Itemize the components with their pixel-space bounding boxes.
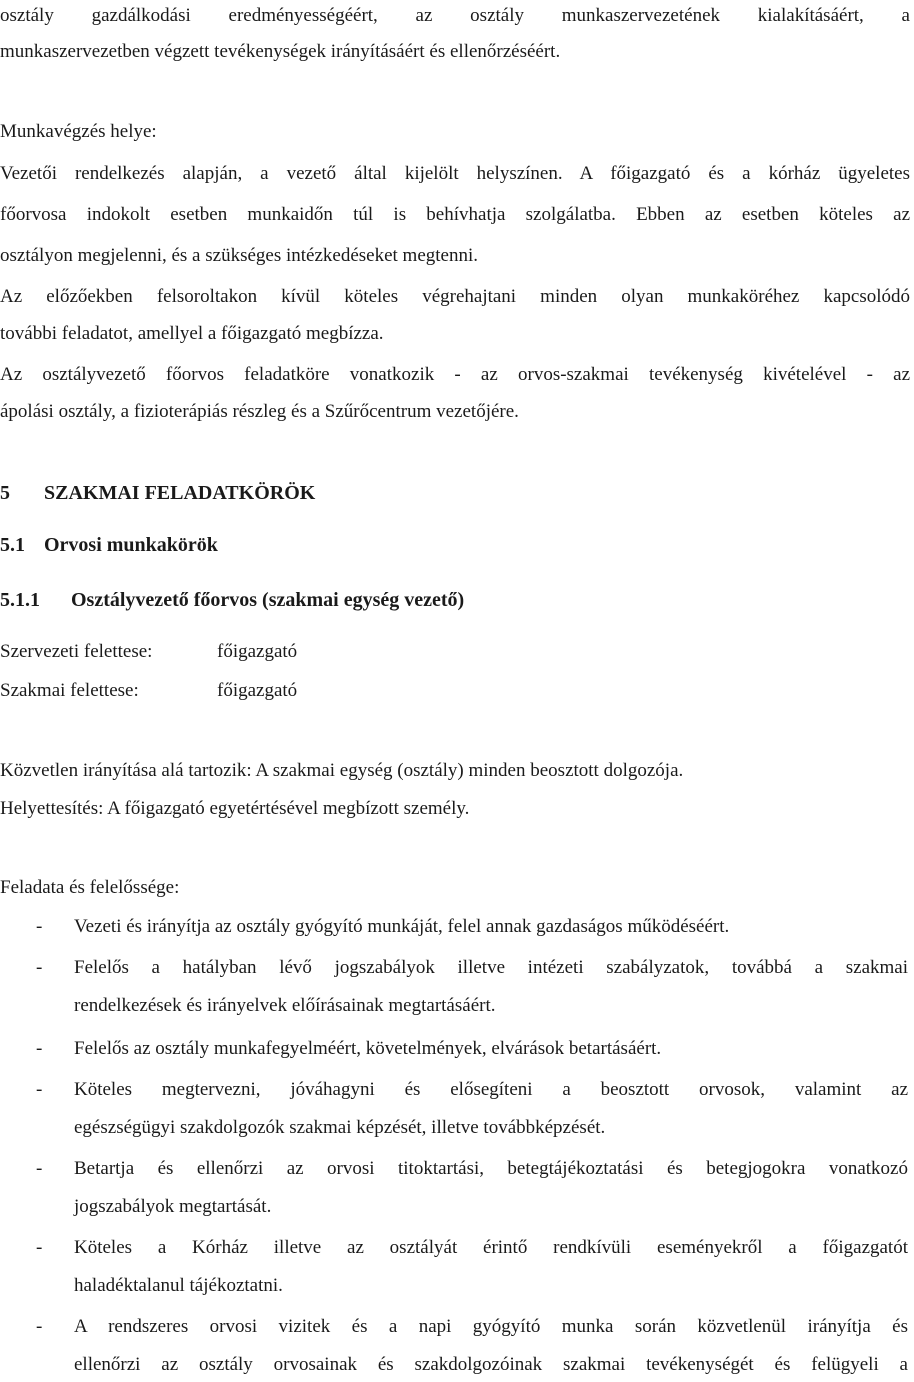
section-title: Orvosi munkakörök <box>44 534 218 556</box>
bullet-dash: - <box>36 916 43 937</box>
bullet-dash: - <box>36 1237 43 1258</box>
duty-line: Felelős az osztály munkafegyelméért, követelmények, elvárások betartásáért. <box>74 1038 662 1059</box>
org-superior-label: Szervezeti felettese: <box>0 641 153 662</box>
section-heading-5-1 <box>0 533 218 557</box>
bullet-dash: - <box>36 1079 43 1100</box>
duty-line: haladéktalanul tájékoztatni. <box>74 1275 283 1296</box>
workplace-label: Munkavégzés helye: <box>0 121 157 142</box>
section-number: 5.1 <box>0 534 25 556</box>
prof-superior-label: Szakmai felettese: <box>0 680 139 701</box>
duty-line: Betartja és ellenőrzi az orvosi titoktartási, betegtájékoztatási és betegjogokra vonatkozó <box>74 1158 908 1179</box>
duty-line: Köteles a Kórház illetve az osztályát érintő rendkívüli eseményekről a főigazgatót <box>74 1237 908 1258</box>
section-number: 5 <box>0 482 10 504</box>
section-heading-5 <box>0 481 316 505</box>
duty-line: Felelős a hatályban lévő jogszabályok illetve intézeti szabályzatok, továbbá a szakmai <box>74 957 908 978</box>
duties-label: Feladata és felelőssége: <box>0 877 180 898</box>
duty-line: egészségügyi szakdolgozók szakmai képzését, illetve továbbképzését. <box>74 1117 606 1138</box>
section-number: 5.1.1 <box>0 589 40 611</box>
bullet-dash: - <box>36 1316 43 1337</box>
subordinates-line: Közvetlen irányítása alá tartozik: A szakmai egység (osztály) minden beosztott dolgozója. <box>0 760 684 781</box>
paragraph-line: Vezetői rendelkezés alapján, a vezető által kijelölt helyszínen. A főigazgató és a kórház ügyeletes <box>0 163 910 184</box>
paragraph-line: Az osztályvezető főorvos feladatköre vonatkozik - az orvos-szakmai tevékenység kivételével - az <box>0 364 910 385</box>
bullet-dash: - <box>36 1038 43 1059</box>
section-title: Osztályvezető főorvos (szakmai egység vezető) <box>71 589 465 611</box>
prof-superior-value: főigazgató <box>217 680 298 701</box>
paragraph-line: további feladatot, amellyel a főigazgató megbízza. <box>0 323 384 344</box>
duty-line: Vezeti és irányítja az osztály gyógyító munkáját, felel annak gazdaságos működéséért. <box>74 916 730 937</box>
substitution-line: Helyettesítés: A főigazgató egyetértésével megbízott személy. <box>0 798 470 819</box>
org-superior-value: főigazgató <box>217 641 298 662</box>
bullet-dash: - <box>36 957 43 978</box>
section-title: SZAKMAI FELADATKÖRÖK <box>44 482 316 504</box>
paragraph-line: osztály gazdálkodási eredményességéért, az osztály munkaszervezetének kialakításáért, a <box>0 5 910 26</box>
paragraph-line: osztályon megjelenni, és a szükséges intézkedéseket megtenni. <box>0 245 479 266</box>
duty-line: rendelkezések és irányelvek előírásainak megtartásáért. <box>74 995 496 1016</box>
bullet-dash: - <box>36 1158 43 1179</box>
paragraph-line: munkaszervezetben végzett tevékenységek irányításáért és ellenőrzéséért. <box>0 41 561 62</box>
duty-line: jogszabályok megtartását. <box>74 1196 272 1217</box>
paragraph-line: Az előzőekben felsoroltakon kívül köteles végrehajtani minden olyan munkaköréhez kapcsolódó <box>0 286 910 307</box>
duty-line: Köteles megtervezni, jóváhagyni és elősegíteni a beosztott orvosok, valamint az <box>74 1079 908 1100</box>
duty-line: A rendszeres orvosi vizitek és a napi gyógyító munka során közvetlenül irányítja és <box>74 1316 908 1337</box>
duty-line: ellenőrzi az osztály orvosainak és szakdolgozóinak szakmai tevékenységét és felügyeli a <box>74 1354 908 1375</box>
paragraph-line: főorvosa indokolt esetben munkaidőn túl is behívhatja szolgálatba. Ebben az esetben köteles az <box>0 204 910 225</box>
paragraph-line: ápolási osztály, a fizioterápiás részleg és a Szűrőcentrum vezetőjére. <box>0 401 519 422</box>
section-heading-5-1-1 <box>0 588 465 612</box>
